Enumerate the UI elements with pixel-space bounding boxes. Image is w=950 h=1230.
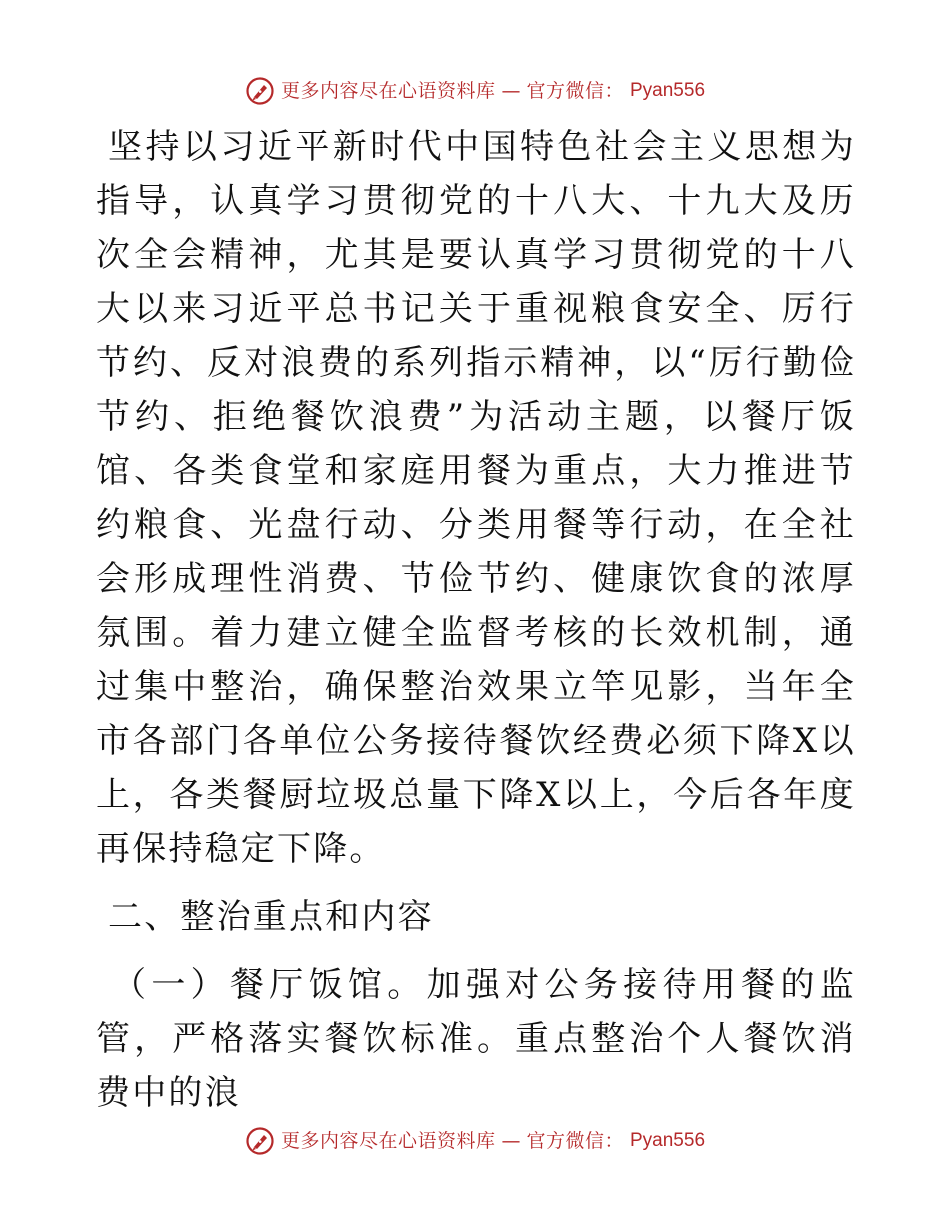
watermark-separator: —	[501, 1130, 521, 1152]
watermark-separator: —	[501, 80, 521, 102]
pen-nib-circle-icon	[245, 1126, 275, 1156]
pen-nib-circle-icon	[245, 76, 275, 106]
watermark-text: 更多内容尽在心语资料库	[280, 1130, 496, 1152]
watermark-account: Pyan556	[630, 80, 706, 101]
document-body	[96, 120, 856, 1120]
watermark-official: 官方微信：	[526, 1130, 624, 1152]
watermark-footer	[0, 1126, 950, 1156]
watermark-account: Pyan556	[630, 1130, 706, 1151]
paragraph-restaurants: （一）餐厅饭馆。加强对公务接待用餐的监管，严格落实餐饮标准。重点整治个人餐饮消费中的浪	[96, 965, 856, 1113]
watermark-text: 更多内容尽在心语资料库	[280, 80, 496, 102]
paragraph-guiding-principle: 坚持以习近平新时代中国特色社会主义思想为指导，认真学习贯彻党的十八大、十九大及历次全会精神，尤其是要认真学习贯彻党的十八大以来习近平总书记关于重视粮食安全、厉行节约、反对浪费的系列指示精神，以“厉行勤俭节约、拒绝餐饮浪费”为活动主题，以餐厅饭馆、各类食堂和家庭用餐为重点，大力推进节约粮食、光盘行动、分类用餐等行动，在全社会形成理性消费、节俭节约、健康饮食的浓厚氛围。着力建立健全监督考核的长效机制，通过集中整治，确保整治效果立竿见影，当年全市各部门各单位公务接待餐饮经费必须下降X以上，各类餐厨垃圾总量下降X以上，今后各年度再保持稳定下降。	[96, 127, 856, 869]
watermark-official: 官方微信：	[526, 80, 624, 102]
watermark-header	[0, 76, 950, 106]
section-heading: 二、整治重点和内容	[108, 897, 434, 937]
